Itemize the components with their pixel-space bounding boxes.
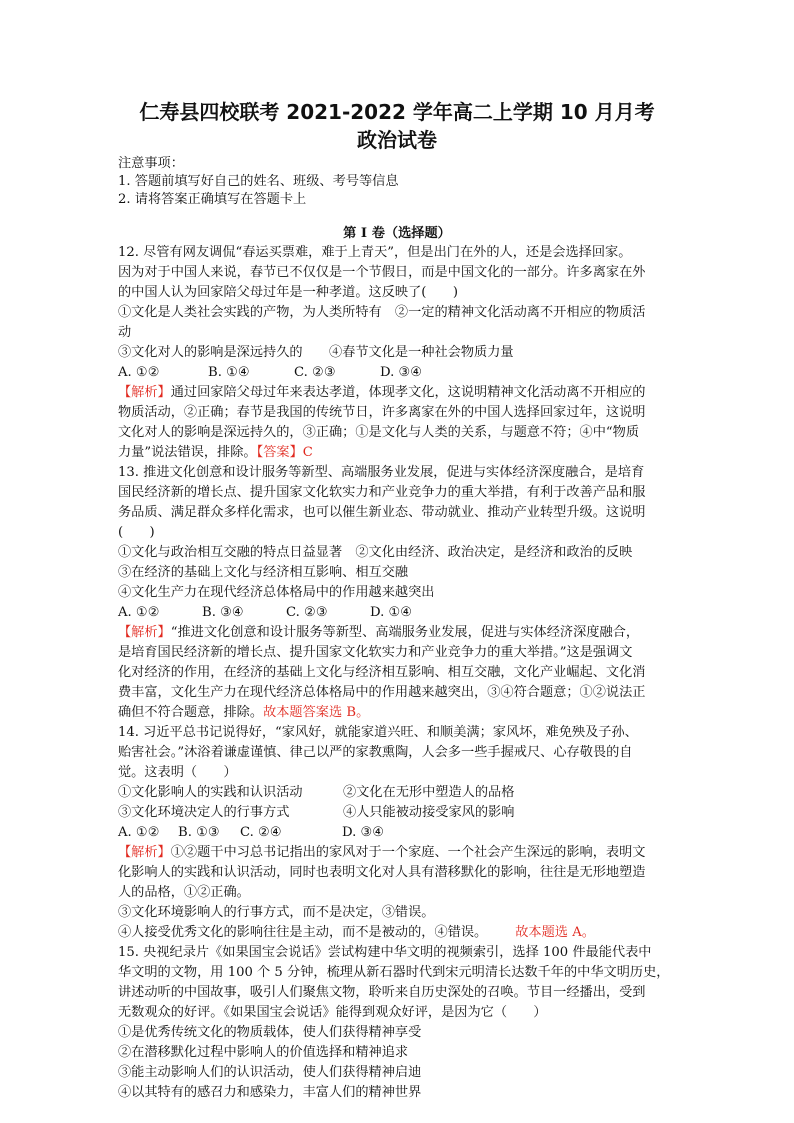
analysis-label: 【解析】	[118, 385, 171, 400]
q14-option-b: B. ①③	[178, 825, 220, 840]
q12-analysis-2: 物质活动，②正确；春节是我国的传统节日，许多离家在外的中国人选择回家过年，这说明	[118, 405, 646, 420]
q13-answer: 故本题答案选 B。	[263, 705, 370, 720]
q12-line-4: ①文化是人类社会实践的产物，为人类所特有 ②一定的精神文化活动离不开相应的物质活	[118, 305, 646, 320]
q13-option-a: A. ①②	[118, 605, 160, 620]
q15-line-8: ④以其特有的感召力和感染力，丰富人们的精神世界	[118, 1085, 422, 1100]
q14-line-1: 14. 习近平总书记说得好，“家风好，就能家道兴旺、和顺美满；家风坏，难免殃及子孙、	[118, 725, 638, 740]
q14-analysis-3: 人的品格，①②正确。	[118, 885, 250, 900]
q12-analysis-4: 力量”说法错误，排除。【答案】C	[118, 445, 313, 460]
q15-line-2: 华文明的文物，用 100 个 5 分钟，梳理从新石器时代到宋元明清长达数千年的中华文明历史，	[118, 965, 670, 980]
q13-analysis-1: 【解析】“推进文化创意和设计服务等新型、高端服务业发展，促进与实体经济深度融合，	[118, 625, 640, 640]
notes-heading: 注意事项：	[118, 156, 184, 171]
q15-line-5: ①是优秀传统文化的物质载体，使人们获得精神享受	[118, 1025, 422, 1040]
q12-answer: 【答案】C	[256, 445, 313, 460]
q14-answer: 故本题选 A。	[515, 925, 595, 940]
q13-option-c: C. ②③	[286, 605, 328, 620]
q14-line-5: ③文化环境决定人的行事方式 ④人只能被动接受家风的影响	[118, 805, 515, 820]
q13-line-1: 13. 推进文化创意和设计服务等新型、高端服务业发展，促进与实体经济深度融合，是培育	[118, 465, 645, 480]
q13-option-d: D. ①④	[370, 605, 413, 620]
q14-line-2: 贻害社会。”沐浴着谦虚谨慎、律己以严的家教熏陶，人会多一些手握戒尺、心存敬畏的自	[118, 745, 633, 760]
q14-analysis-2: 化影响人的实践和认识活动，同时也表明文化对人具有潜移默化的影响，往往是无形地塑造	[118, 865, 646, 880]
q13-analysis-5: 确但不符合题意，排除。故本题答案选 B。	[118, 705, 370, 720]
notes-item-2: 2. 请将答案正确填写在答题卡上	[118, 192, 307, 207]
q12-analysis-1: 【解析】通过回家陪父母过年来表达孝道，体现孝文化，这说明精神文化活动离不开相应的	[118, 385, 646, 400]
q14-analysis-4: ③文化环境影响人的行事方式，而不是决定，③错误。	[118, 905, 435, 920]
q14-analysis-1: 【解析】①②题干中习总书记指出的家风对于一个家庭、一个社会产生深远的影响，表明文	[118, 845, 646, 860]
exam-title: 仁寿县四校联考 2021-2022 学年高二上学期 10 月月考	[139, 100, 655, 124]
q12-option-c: C. ②③	[294, 365, 336, 380]
q15-line-4: 无数观众的好评。《如果国宝会说话》能得到观众好评，是因为它（ ）	[118, 1005, 547, 1020]
q15-line-7: ③能主动影响人们的认识活动，使人们获得精神启迪	[118, 1065, 422, 1080]
q13-option-b: B. ③④	[202, 605, 244, 620]
q13-line-5: ①文化与政治相互交融的特点日益显著 ②文化由经济、政治决定，是经济和政治的反映	[118, 545, 633, 560]
notes-item-1: 1. 答题前填写好自己的姓名、班级、考号等信息	[118, 174, 399, 189]
q13-line-7: ④文化生产力在现代经济总体格局中的作用越来越突出	[118, 585, 435, 600]
q12-option-d: D. ③④	[380, 365, 423, 380]
q13-options	[118, 604, 412, 622]
q12-line-6: ③文化对人的影响是深远持久的 ④春节文化是一种社会物质力量	[118, 345, 514, 360]
q12-line-2: 因为对于中国人来说，春节已不仅仅是一个节假日，而是中国文化的一部分。许多离家在外	[118, 265, 646, 280]
q15-line-3: 讲述动听的中国故事，吸引人们聚焦文物，聆听来自历史深处的召唤。节目一经播出，受到	[118, 985, 646, 1000]
q15-line-1: 15. 央视纪录片《如果国宝会说话》尝试构建中华文明的视频索引，选择 100 件最能代表中	[118, 945, 652, 960]
q12-line-5: 动	[118, 325, 132, 340]
section-title: 第 I 卷（选择题）	[343, 226, 451, 241]
q12-line-1: 12. 尽管有网友调侃“春运买票难，难于上青天”，但是出门在外的人，还是会选择回家。	[118, 245, 632, 260]
q14-option-a: A. ①②	[118, 825, 160, 840]
exam-subject-title: 政治试卷	[357, 128, 437, 152]
q13-line-4: ( )	[118, 525, 155, 540]
q14-option-c: C. ②④	[240, 825, 282, 840]
q13-analysis-3: 化对经济的作用，在经济的基础上文化与经济相互影响、相互交融，文化产业崛起、文化消	[118, 665, 646, 680]
q13-line-6: ③在经济的基础上文化与经济相互影响、相互交融	[118, 565, 409, 580]
q14-option-d: D. ③④	[342, 825, 385, 840]
q13-analysis-2: 是培育国民经济新的增长点、提升国家文化软实力和产业竞争力的重大举措。”这是强调文	[118, 645, 633, 660]
q14-line-4: ①文化影响人的实践和认识活动 ②文化在无形中塑造人的品格	[118, 785, 515, 800]
q13-line-2: 国民经济新的增长点、提升国家文化软实力和产业竞争力的重大举措，有利于改善产品和服	[118, 485, 646, 500]
q15-line-6: ②在潜移默化过程中影响人的价值选择和精神追求	[118, 1045, 409, 1060]
q12-line-3: 的中国人认为回家陪父母过年是一种孝道。这反映了( )	[118, 285, 458, 300]
q12-options	[118, 364, 422, 382]
q12-option-b: B. ①④	[208, 365, 250, 380]
q14-options	[118, 824, 384, 842]
q14-analysis-5: ④人接受优秀文化的影响往往是主动，而不是被动的，④错误。 故本题选 A。	[118, 925, 595, 940]
q12-option-a: A. ①②	[118, 365, 160, 380]
analysis-label: 【解析】	[118, 625, 171, 640]
analysis-label: 【解析】	[118, 845, 171, 860]
q12-analysis-3: 文化对人的影响是深远持久的，③正确；①是文化与人类的关系，与题意不符；④中“物质	[118, 425, 640, 440]
q14-line-3: 觉。这表明（ ）	[118, 765, 237, 780]
q13-analysis-4: 费丰富，文化生产力在现代经济总体格局中的作用越来越突出，③④符合题意；①②说法正	[118, 685, 646, 700]
q13-line-3: 务品质、满足群众多样化需求，也可以催生新业态、带动就业、推动产业转型升级。这说明	[118, 505, 646, 520]
